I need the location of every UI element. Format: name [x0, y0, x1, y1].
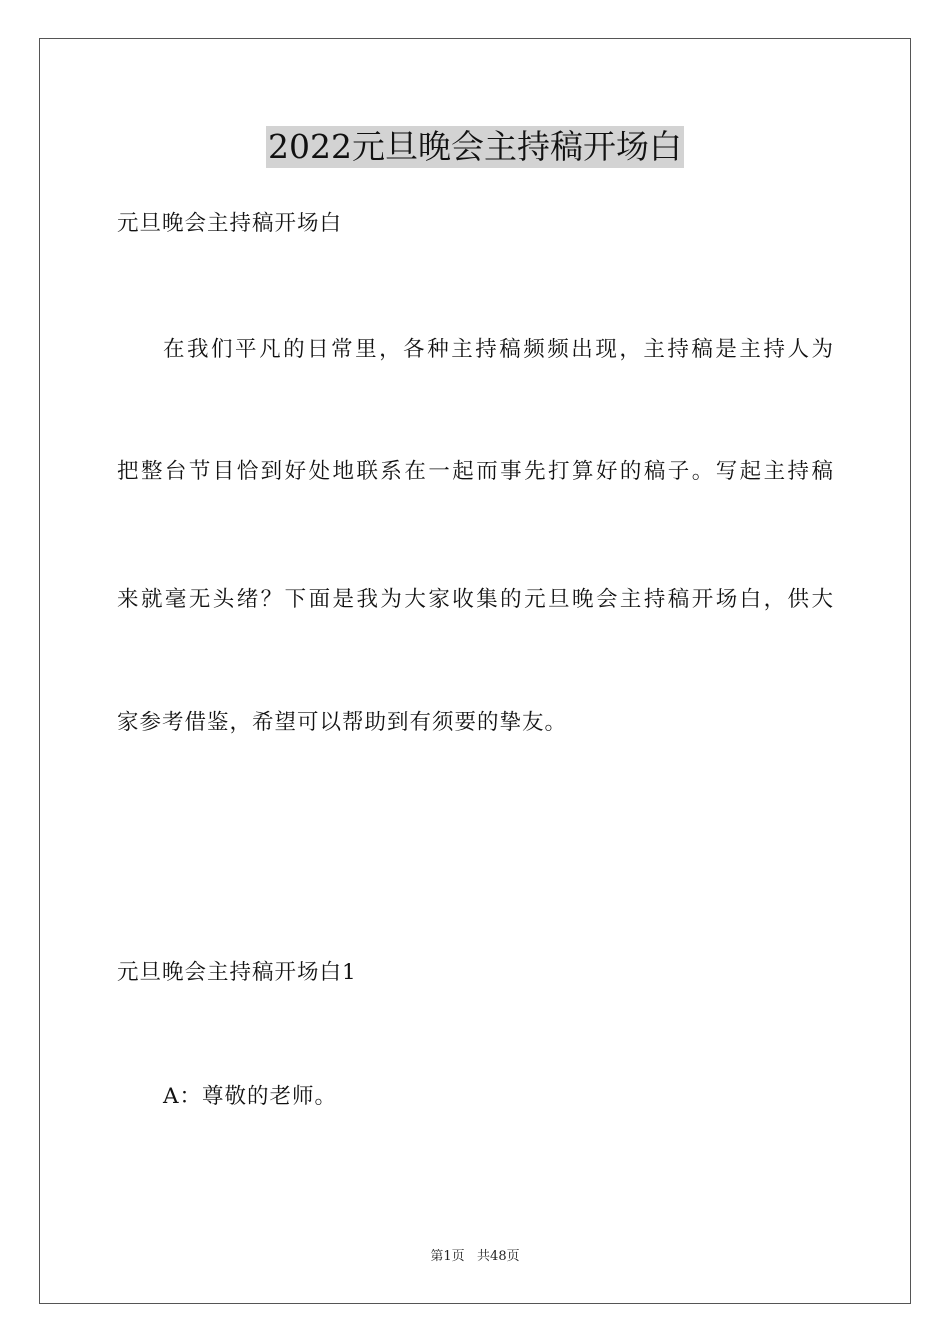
intro-line-1: 在我们平凡的日常里，各种主持稿频频出现，主持稿是主持人为	[163, 337, 833, 362]
intro-line-2: 把整台节目恰到好处地联系在一起而事先打算好的稿子。写起主持稿	[117, 459, 833, 484]
document-subtitle: 元旦晚会主持稿开场白	[117, 211, 343, 236]
section-line: A：尊敬的老师。	[163, 1084, 338, 1109]
title-container	[0, 126, 950, 168]
section-heading: 元旦晚会主持稿开场白1	[117, 960, 357, 985]
intro-line-4: 家参考借鉴，希望可以帮助到有须要的挚友。	[117, 710, 568, 735]
page-footer: 第1页 共48页	[430, 1249, 520, 1264]
intro-line-3: 来就毫无头绪？下面是我为大家收集的元旦晚会主持稿开场白，供大	[117, 587, 833, 612]
document-title: 2022元旦晚会主持稿开场白	[268, 127, 682, 166]
